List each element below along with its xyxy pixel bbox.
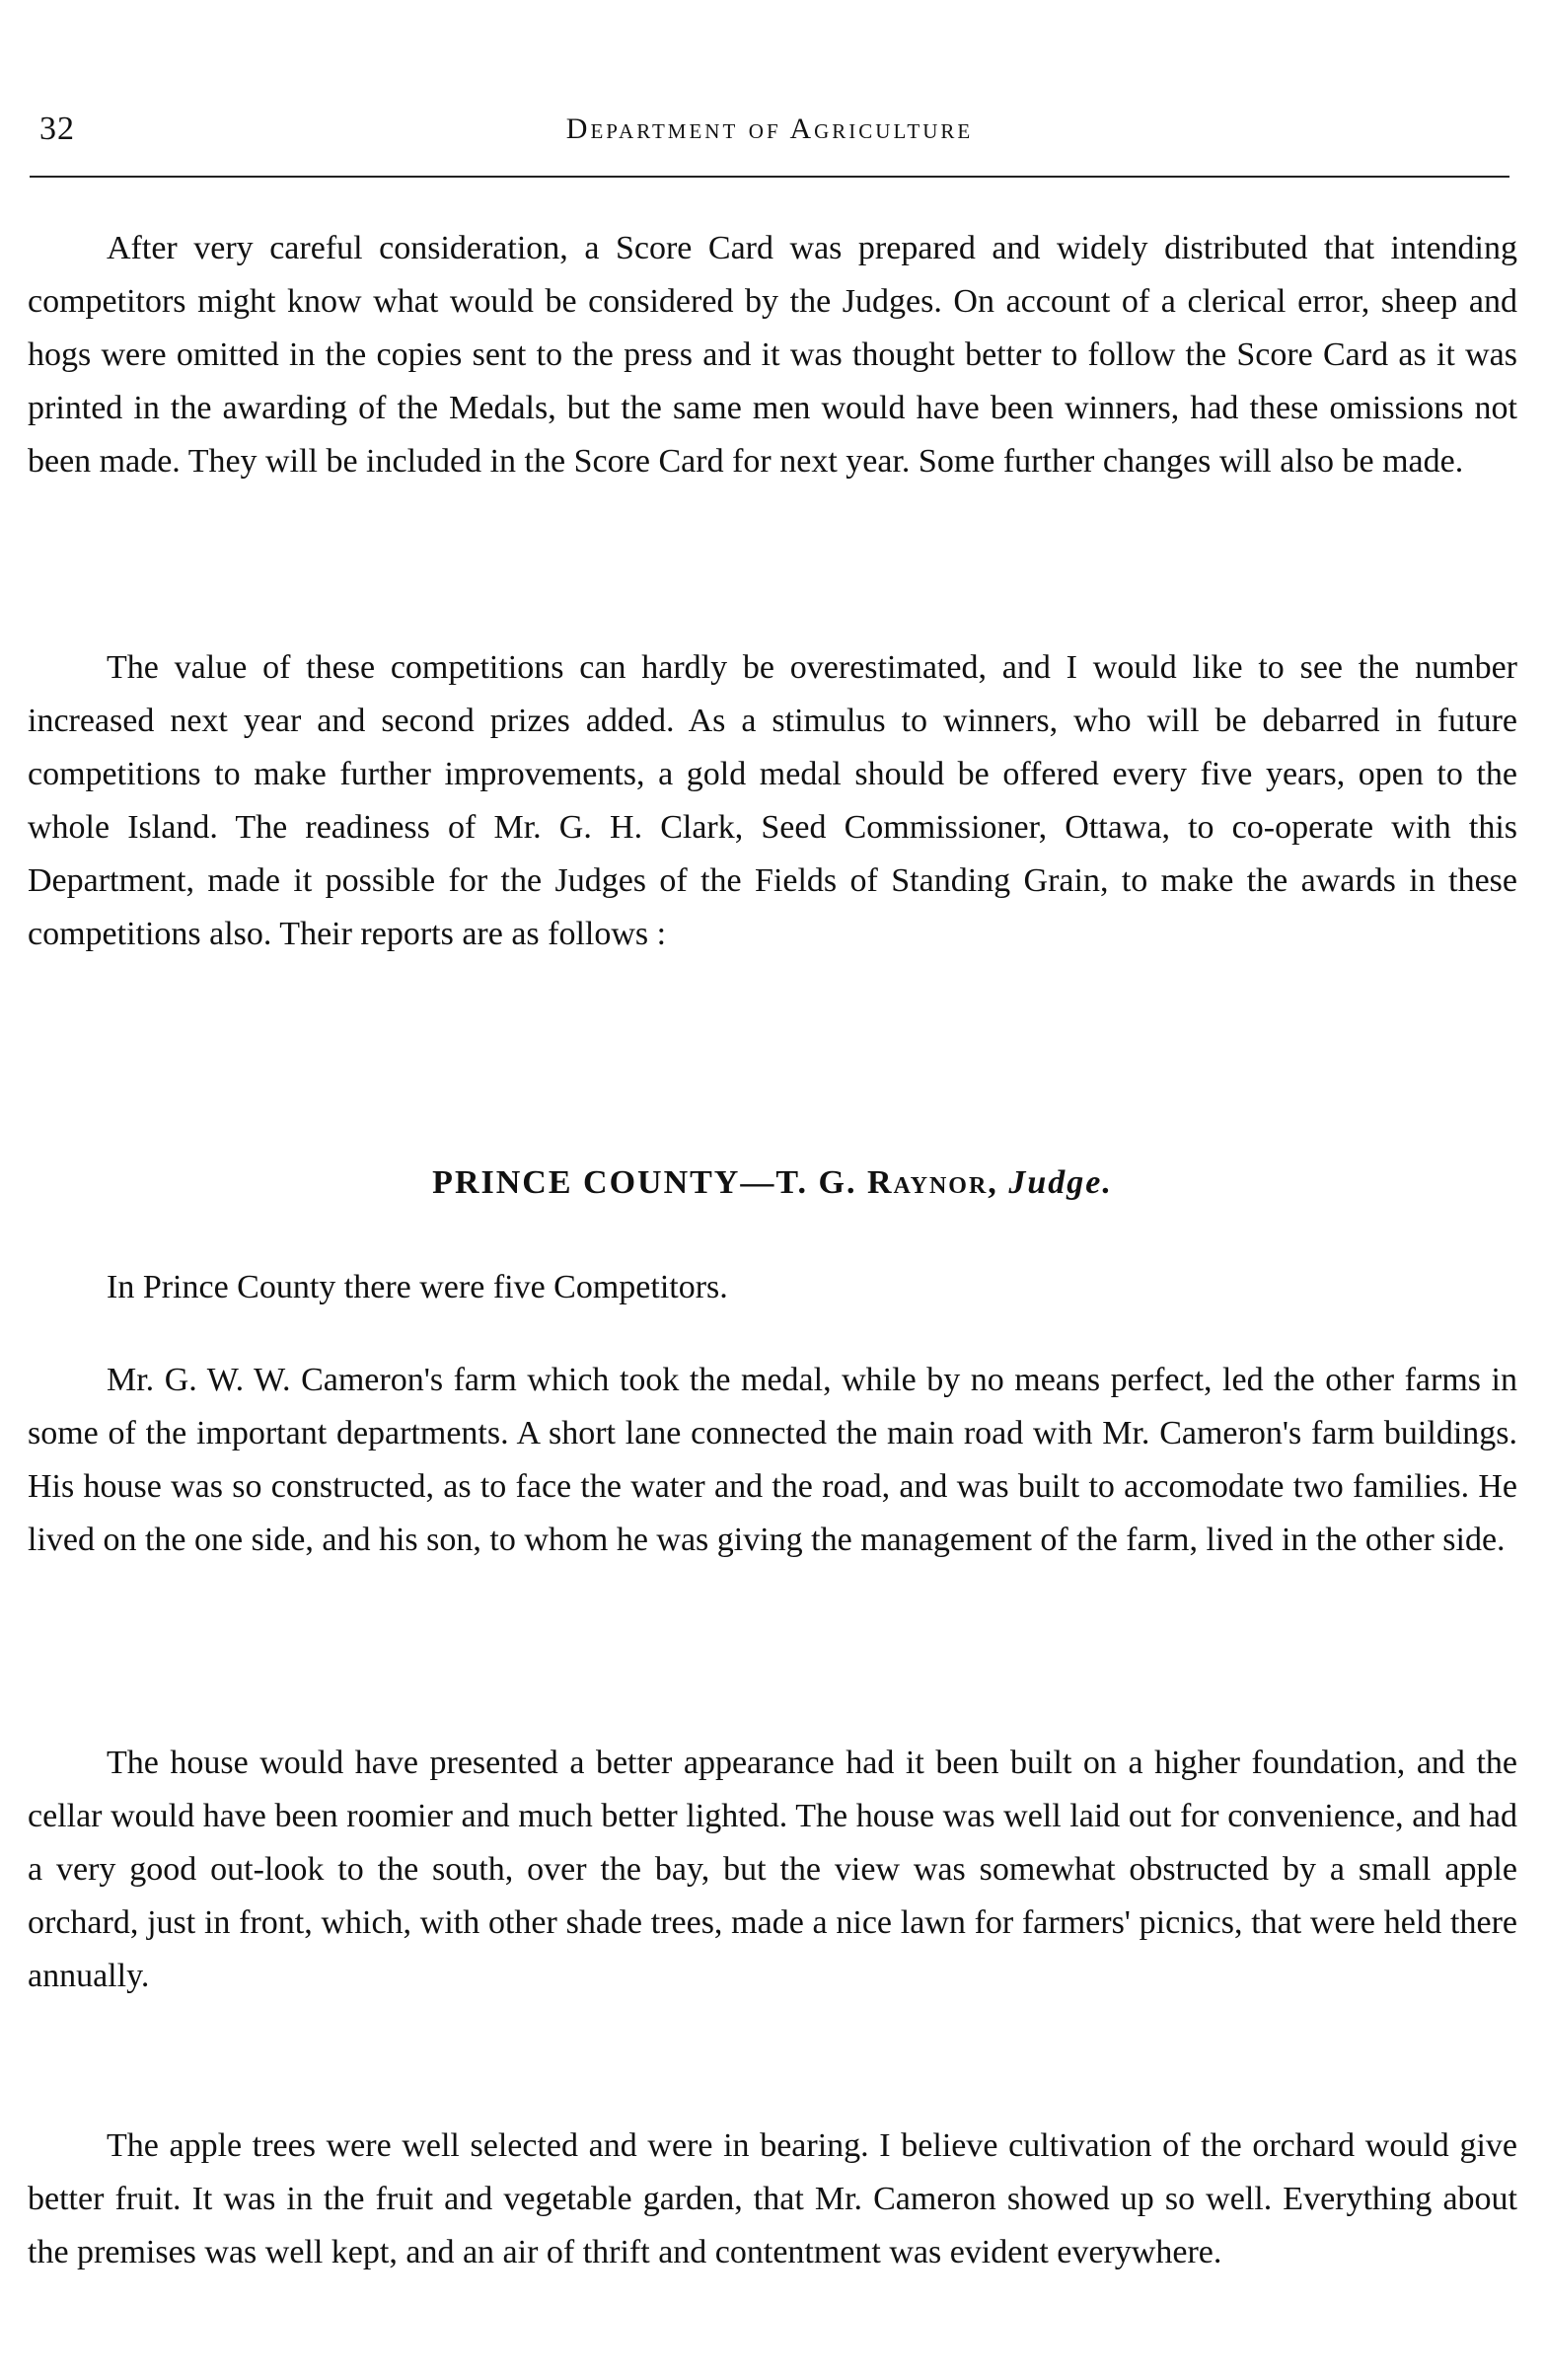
page-header-title: Department of Agriculture [565,112,974,145]
section-county: PRINCE COUNTY—T. G. [432,1164,857,1201]
paragraph-house: The house would have presented a better appearance had it been built on a higher foundation, and the cellar would have been roomier and much better lighted. The house was well laid out for convenience, and had a very good out-look to the south, over the bay, but the view was somewhat obstructed by a small apple orchard, just in front, which, with other shade trees, made a nice lawn for farmers' picnics, that were held there annually. [28,1745,1517,1994]
paragraph-competitions-value: The value of these competitions can hardly be overestimated, and I would like to see the number increased next year and second prizes added. As a stimulus to winners, who will be debarred in future competitions to make further improvements, a gold medal should be offered every five years, open to the whole Island. The readiness of Mr. G. H. Clark, Seed Commissioner, Ottawa, to co-operate with this Department, made it possible for the Judges of the Fields of Standing Grain, to make the awards in these competitions also. Their reports are as follows : [28,649,1517,952]
judge-role: Judge. [1008,1164,1113,1201]
header-divider [30,176,1509,178]
paragraph-competitors: In Prince County there were five Competitors. [107,1269,728,1305]
judge-name: Raynor, [866,1164,998,1201]
paragraph-orchard: The apple trees were well selected and were in bearing. I believe cultivation of the orchard would give better fruit. It was in the fruit and vegetable garden, that Mr. Cameron showed up so well. Everything about the premises was well kept, and an air of thrift and contentment was evident everywhere. [28,2127,1517,2270]
paragraph-cameron-farm: Mr. G. W. W. Cameron's farm which took the medal, while by no means perfect, led the other farms in some of the important departments. A short lane connected the main road with Mr. Cameron's farm buildings. His house was so constructed, as to face the water and the road, and was built to accomodate two families. He lived on the one side, and his son, to whom he was giving the management of the farm, lived in the other side. [28,1362,1517,1558]
paragraph-score-card: After very careful consideration, a Score Card was prepared and widely distributed that intending competitors might know what would be considered by the Judges. On account of a clerical error, sheep and hogs were omitted in the copies sent to the press and it was thought better to follow the Score Card as it was printed in the awarding of the Medals, but the same men would have been winners, had these omissions not been made. They will be included in the Score Card for next year. Some further changes will also be made. [28,230,1517,480]
running-head [39,111,1500,160]
section-heading [0,1164,1545,1202]
page-number: 32 [39,111,75,147]
